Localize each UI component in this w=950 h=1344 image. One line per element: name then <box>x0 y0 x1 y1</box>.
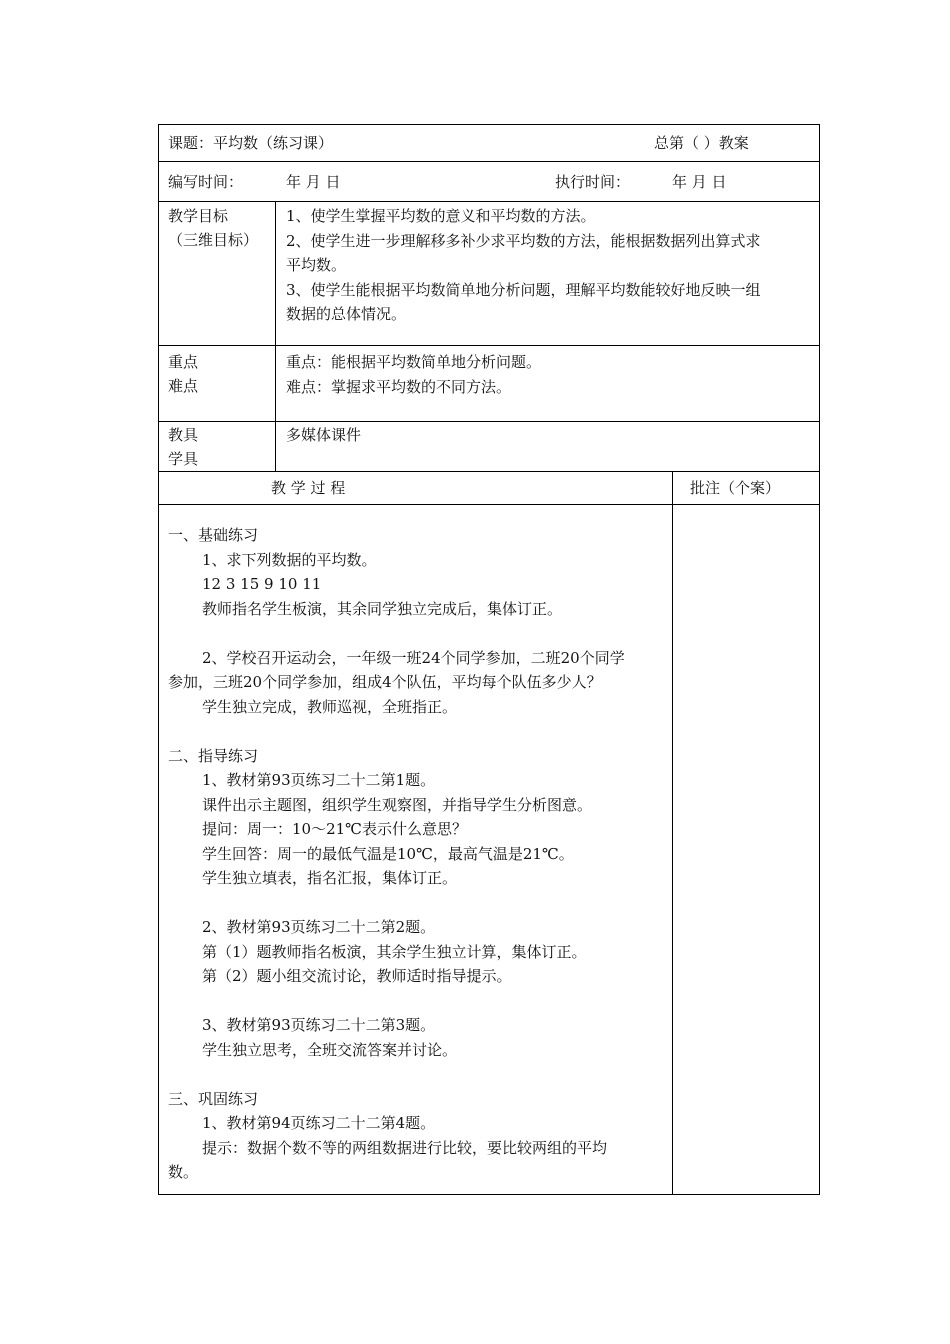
objectives-sublabel: （三维目标） <box>168 231 259 249</box>
process-line: 1、求下列数据的平均数。 <box>202 550 377 569</box>
tools-divider <box>275 422 276 471</box>
keypoint-label: 重点 <box>168 353 199 371</box>
difficulty-line: 难点：掌握求平均数的不同方法。 <box>286 377 512 396</box>
lesson-plan-table <box>158 124 820 1195</box>
topic-text: 课题：平均数（练习课） <box>168 134 334 152</box>
process-heading: 教 学 过 程 <box>271 479 346 497</box>
topic-row <box>159 125 819 162</box>
compile-time-date: 年 月 日 <box>286 173 341 191</box>
process-line: 1、教材第94页练习二十二第4题。 <box>202 1114 436 1132</box>
learning-tools-label: 学具 <box>168 450 199 468</box>
process-line: 1、教材第93页练习二十二第1题。 <box>202 771 436 789</box>
process-line: 2、教材第93页练习二十二第2题。 <box>202 918 436 936</box>
tools-value: 多媒体课件 <box>286 426 362 444</box>
keypoints-content <box>286 350 541 399</box>
objectives-content <box>286 204 761 327</box>
process-line: 学生回答：周一的最低气温是10℃，最高气温是21℃。 <box>202 844 574 863</box>
blank-line <box>168 1062 625 1087</box>
process-line: 2、学校召开运动会，一年级一班24个同学参加，二班20个同学 <box>202 648 625 667</box>
objectives-divider <box>275 202 276 345</box>
notes-heading: 批注（个案） <box>690 479 781 497</box>
process-line: 学生独立填表，指名汇报，集体订正。 <box>202 869 458 887</box>
process-line: 第（2）题小组交流讨论，教师适时指导提示。 <box>202 967 512 985</box>
teaching-tools-label: 教具 <box>168 426 199 444</box>
blank-line <box>168 719 625 744</box>
process-line: 教师指名学生板演，其余同学独立完成后，集体订正。 <box>202 599 563 618</box>
objective-line: 数据的总体情况。 <box>286 305 407 323</box>
process-line: 数。 <box>168 1163 199 1181</box>
objective-line: 平均数。 <box>286 256 347 274</box>
process-line: 提问：周一：10～21℃表示什么意思？ <box>202 820 467 838</box>
objective-line: 2、使学生进一步理解移多补少求平均数的方法，能根据数据列出算式求 <box>286 231 761 250</box>
process-line: 12 3 15 9 10 11 <box>202 575 322 593</box>
process-content <box>168 523 625 1185</box>
process-header-row <box>159 472 819 505</box>
objectives-label: 教学目标 <box>168 207 229 225</box>
process-body-divider <box>672 505 673 1194</box>
exec-time-label: 执行时间： <box>555 173 631 191</box>
blank-line <box>168 891 625 916</box>
keypoints-row <box>159 346 819 422</box>
keypoint-line: 重点：能根据平均数简单地分析问题。 <box>286 353 542 371</box>
process-line: 提示：数据个数不等的两组数据进行比较，要比较两组的平均 <box>202 1138 608 1157</box>
process-body <box>159 505 819 1194</box>
process-line: 三、巩固练习 <box>168 1089 259 1108</box>
process-line: 二、指导练习 <box>168 746 259 765</box>
process-line: 第（1）题教师指名板演，其余学生独立计算，集体订正。 <box>202 942 587 961</box>
process-line: 课件出示主题图，组织学生观察图，并指导学生分析图意。 <box>202 795 593 814</box>
process-line: 一、基础练习 <box>168 526 259 544</box>
exec-time-date: 年 月 日 <box>672 173 727 191</box>
date-row <box>159 162 819 202</box>
process-header-divider <box>672 472 673 504</box>
blank-line <box>168 621 625 646</box>
objectives-row <box>159 202 819 346</box>
process-line: 参加，三班20个同学参加，组成4个队伍，平均每个队伍多少人？ <box>168 673 602 691</box>
objective-line: 1、使学生掌握平均数的意义和平均数的方法。 <box>286 207 596 225</box>
difficulty-label: 难点 <box>168 377 199 395</box>
blank-line <box>168 989 625 1014</box>
process-line: 学生独立思考，全班交流答案并讨论。 <box>202 1040 458 1059</box>
tools-row <box>159 422 819 472</box>
process-line: 学生独立完成，教师巡视，全班指正。 <box>202 697 458 716</box>
lesson-number: 总第（ ）教案 <box>654 134 749 152</box>
objective-line: 3、使学生能根据平均数简单地分析问题，理解平均数能较好地反映一组 <box>286 280 761 299</box>
compile-time-label: 编写时间： <box>168 173 244 191</box>
keypoints-divider <box>275 346 276 421</box>
process-line: 3、教材第93页练习二十二第3题。 <box>202 1016 436 1034</box>
